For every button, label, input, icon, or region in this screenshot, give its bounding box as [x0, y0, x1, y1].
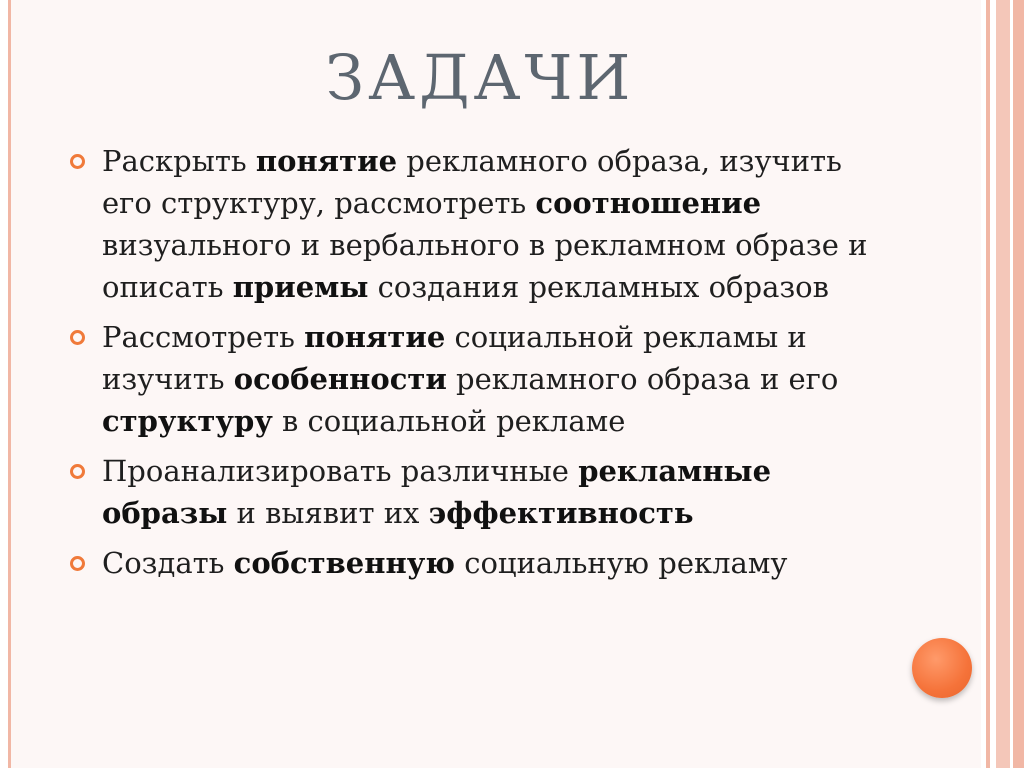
orange-ring-bullet-icon [70, 556, 85, 571]
bullet-text: Раскрыть понятие рекламного образа, изучить его структуру, рассмотреть соотношение визуального и вербального в рекламном образе и описать приемы создания рекламных образов [102, 144, 868, 304]
bullet-text: Рассмотреть понятие социальной рекламы и изучить особенности рекламного образа и его структуру в социальной рекламе [102, 320, 839, 438]
bullet-item [70, 450, 900, 534]
orange-ring-bullet-icon [70, 464, 85, 479]
bullet-item [70, 316, 900, 442]
orange-ring-bullet-icon [70, 154, 85, 169]
bullet-text: Проанализировать различные рекламные образы и выявит их эффективность [102, 454, 772, 530]
bullet-list [70, 140, 900, 592]
orange-circle-icon [912, 638, 972, 698]
bullet-item [70, 542, 900, 584]
slide-title: ЗАДАЧИ [325, 41, 635, 114]
bullet-item [70, 140, 900, 308]
bullet-text: Создать собственную социальную рекламу [102, 546, 788, 580]
right-stripe [1013, 0, 1024, 768]
right-stripe [996, 0, 1010, 768]
orange-ring-bullet-icon [70, 330, 85, 345]
